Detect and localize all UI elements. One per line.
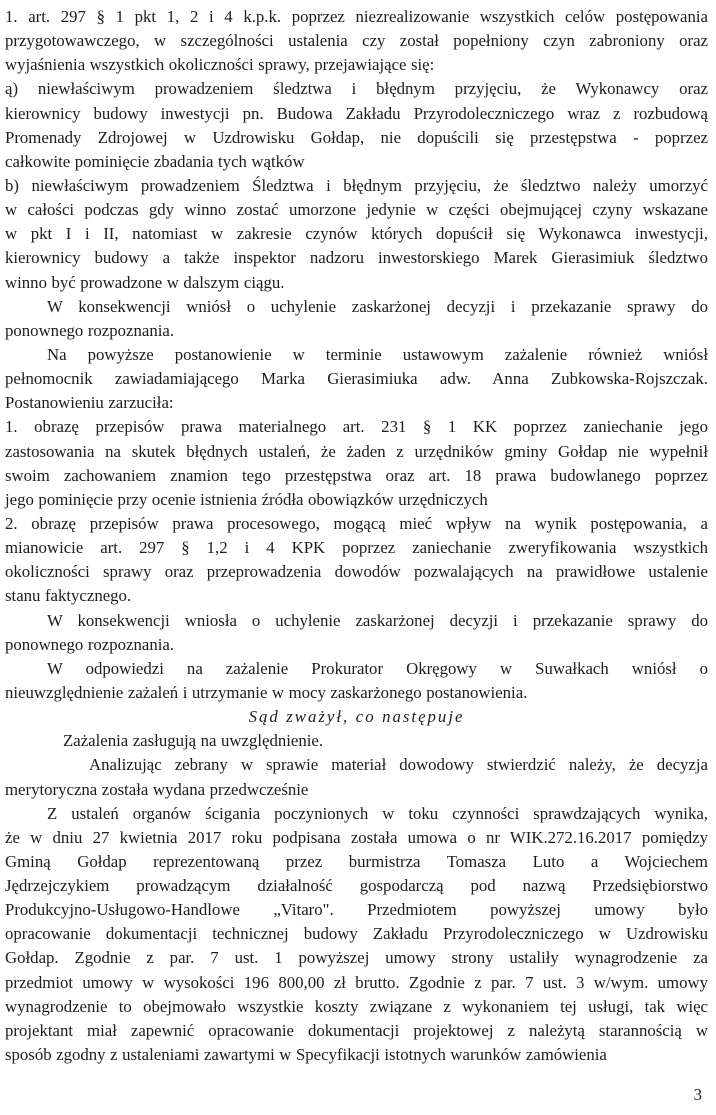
text-line: merytoryczna została wydana przedwcześnie [5, 779, 309, 799]
text-line: kierownicy budowy a także inspektor nadzoru inwestorskiego Marek Gierasimiuk śledztwo [5, 248, 708, 268]
text-line: kierownicy budowy inwestycji pn. Budowa Zakładu Przyrodoleczniczego wraz z rozbudową [5, 103, 708, 123]
text-line: przedmiot umowy w wysokości 196 800,00 zł brutto. Zgodnie z par. 7 ust. 3 w/wym. umowy [5, 972, 708, 992]
text-line: całkowite pominięcie zbadania tych wątków [5, 151, 305, 171]
text-line: mianowicie art. 297 § 1,2 i 4 KPK poprzez zaniechanie zweryfikowania wszystkich [5, 538, 708, 558]
text-line: pełnomocnik zawiadamiającego Marka Gierasimiuka adw. Anna Zubkowska-Rojszczak. [5, 369, 708, 389]
page-number: 3 [693, 1085, 702, 1105]
text-line: jego pominięcie przy ocenie istnienia źródła obowiązków urzędniczych [5, 489, 488, 509]
text-line: stanu faktycznego. [5, 586, 132, 606]
text-line: W konsekwencji wniósł o uchylenie zaskarżonej decyzji i przekazanie sprawy do [47, 296, 708, 316]
text-line: b) niewłaściwym prowadzeniem Śledztwa i błędnym przyjęciu, że śledztwo należy umorzyć [5, 175, 708, 195]
text-line: Na powyższe postanowienie w terminie ustawowym zażalenie również wniósł [47, 344, 708, 364]
text-line: w całości podczas gdy winno zostać umorzone jedynie w części obejmującej czyny wskazane [5, 200, 708, 220]
text-line: wynagrodzenie to obejmowało wszystkie koszty związane z wykonaniem tej usługi, tak więc [5, 996, 708, 1016]
document-body [5, 5, 708, 1067]
text-line: projektant miał zapewnić opracowanie dokumentacji projektowej z należytą starannością w [5, 1020, 708, 1040]
text-line: ą) niewłaściwym prowadzeniem śledztwa i błędnym przyjęciu, że Wykonawcy oraz [5, 79, 708, 99]
text-line: Jędrzejczykiem prowadzącym działalność gospodarczą pod nazwą Przedsiębiorstwo [5, 876, 708, 896]
text-line: 1. art. 297 § 1 pkt 1, 2 i 4 k.p.k. poprzez niezrealizowanie wszystkich celów postępowania [5, 7, 708, 26]
text-line: Z ustaleń organów ścigania poczynionych w toku czynności sprawdzających wynika, [47, 803, 708, 823]
text-line: Promenady Zdrojowej w Uzdrowisku Gołdap, nie dopuścili się przestępstwa - poprzez [5, 127, 708, 147]
text-line: sposób zgodny z ustaleniami zawartymi w Specyfikacji istotnych warunków zamówienia [5, 1045, 607, 1065]
text-line: Gołdap. Zgodnie z par. 7 ust. 1 powyższej umowy strony ustaliły wynagrodzenie za [5, 948, 708, 968]
text-line: opracowanie dokumentacji technicznej budowy Zakładu Przyrodoleczniczego w Uzdrowisku [5, 924, 708, 944]
text-line: W konsekwencji wniosła o uchylenie zaskarżonej decyzji i przekazanie sprawy do [47, 610, 708, 630]
text-line: Produkcyjno-Usługowo-Handlowe „Vitaro". Przedmiotem powyższej umowy było [5, 900, 708, 920]
text-line: swoim zachowaniem znamion tego przestępstwa oraz art. 18 prawa budowlanego poprzez [5, 465, 708, 485]
text-line: Zażalenia zasługują na uwzględnienie. [63, 731, 324, 751]
text-line: okoliczności sprawy oraz przeprowadzenia dowodów pozwalających na prawidłowe ustalenie [5, 562, 708, 582]
text-line: ponownego rozpoznania. [5, 320, 175, 340]
section-heading: Sąd zważył, co następuje [248, 707, 465, 727]
text-line: w pkt I i II, natomiast w zakresie czynów których dopuścił się Wykonawca inwestycji, [5, 224, 708, 244]
text-line: 2. obrazę przepisów prawa procesowego, mogącą mieć wpływ na wynik postępowania, a [5, 513, 708, 533]
text-line: W odpowiedzi na zażalenie Prokurator Okręgowy w Suwałkach wniósł o [47, 658, 708, 678]
text-line: Analizując zebrany w sprawie materiał dowodowy stwierdzić należy, że decyzja [89, 755, 708, 775]
text-line: nieuwzględnienie zażaleń i utrzymanie w mocy zaskarżonego postanowienia. [5, 682, 528, 702]
text-line: Gminą Gołdap reprezentowaną przez burmistrza Tomasza Luto a Wojciechem [5, 851, 708, 871]
text-line: zastosowania na skutek błędnych ustaleń, że żaden z urzędników gminy Gołdap nie wypełnił [5, 441, 708, 461]
text-line: ponownego rozpoznania. [5, 634, 175, 654]
text-line: wyjaśnienia wszystkich okoliczności sprawy, przejawiające się: [5, 55, 435, 75]
text-line: przygotowawczego, w szczególności ustalenia czy został popełniony czyn zabroniony oraz [5, 31, 708, 51]
text-line: że w dniu 27 kwietnia 2017 roku podpisana została umowa o nr WIK.272.16.2017 pomiędzy [5, 827, 708, 847]
text-line: 1. obrazę przepisów prawa materialnego art. 231 § 1 KK poprzez zaniechanie jego [5, 417, 708, 437]
text-line: Postanowieniu zarzuciła: [5, 393, 174, 413]
text-line: winno być prowadzone w dalszym ciągu. [5, 272, 285, 292]
